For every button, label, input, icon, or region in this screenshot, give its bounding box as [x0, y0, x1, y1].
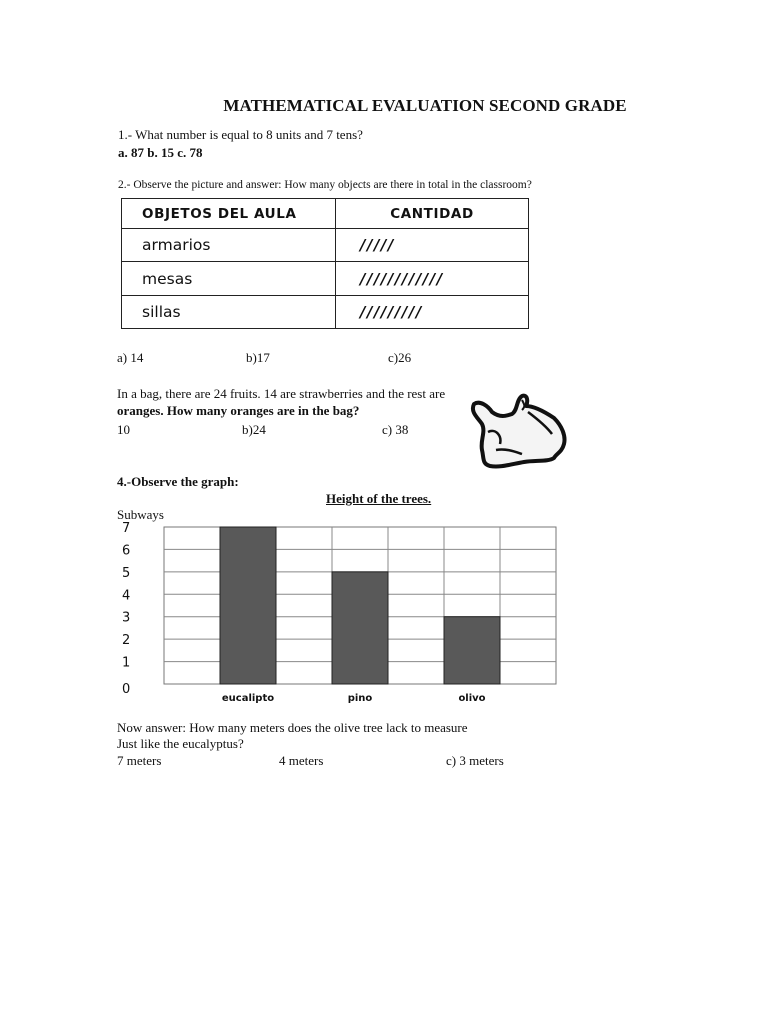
chart-y-tick-label: 7	[122, 521, 131, 536]
question-3-option-c: c) 38	[382, 422, 409, 437]
question-4-heading: 4.-Observe the graph:	[117, 474, 239, 489]
question-2-option-a: a) 14	[117, 350, 144, 365]
table-cell-object: armarios	[122, 229, 336, 262]
chart-bar-pino	[332, 572, 388, 684]
table-cell-tally: ////////////	[336, 262, 529, 295]
table-cell-object: mesas	[122, 262, 336, 295]
question-3-line-2: oranges. How many oranges are in the bag?	[117, 403, 360, 418]
question-1-options: a. 87 b. 15 c. 78	[118, 145, 203, 160]
chart-y-axis-label: Subways	[117, 507, 164, 522]
question-4-line-1: Now answer: How many meters does the olive tree lack to measure	[117, 720, 468, 735]
chart-y-tick-label: 1	[122, 655, 131, 671]
chart-y-tick-label: 2	[122, 633, 131, 649]
chart-y-tick-label: 3	[122, 610, 131, 626]
chart-y-ticks	[122, 521, 130, 697]
question-2-option-c: c)26	[388, 350, 412, 365]
question-4-option-b: 4 meters	[279, 753, 324, 768]
question-4-line-2: Just like the eucalyptus?	[117, 736, 244, 751]
table-row	[122, 229, 529, 262]
table-cell-tally: /////	[336, 229, 529, 262]
page-title: MATHEMATICAL EVALUATION SECOND GRADE	[223, 96, 627, 115]
question-1: 1.- What number is equal to 8 units and 7 tens?	[118, 127, 363, 142]
question-3-option-a: 10	[117, 422, 130, 437]
question-4-option-c: c) 3 meters	[446, 753, 504, 768]
plastic-bag-icon	[466, 392, 578, 474]
chart-y-tick-label: 0	[122, 682, 131, 697]
question-3-line-1: In a bag, there are 24 fruits. 14 are strawberries and the rest are	[117, 386, 446, 401]
question-2: 2.- Observe the picture and answer: How many objects are there in total in the classroom?	[118, 179, 532, 191]
chart-bar-eucalipto	[220, 527, 276, 684]
chart-x-tick-label: pino	[347, 693, 373, 704]
table-cell-tally: /////////	[336, 295, 529, 328]
chart-y-tick-label: 6	[122, 543, 131, 559]
question-4-option-a: 7 meters	[117, 753, 162, 768]
objects-table	[121, 198, 529, 329]
question-2-option-b: b)17	[246, 350, 270, 365]
chart-y-tick-label: 5	[122, 565, 131, 581]
table-header-objects: OBJETOS DEL AULA	[122, 199, 336, 229]
chart-title: Height of the trees.	[326, 491, 432, 506]
chart-bar-olivo	[444, 617, 500, 684]
chart-y-tick-label: 4	[122, 588, 131, 604]
table-row	[122, 295, 529, 328]
question-3-option-b: b)24	[242, 422, 266, 437]
table-row	[122, 262, 529, 295]
table-cell-object: sillas	[122, 295, 336, 328]
table-header-quantity: CANTIDAD	[336, 199, 529, 229]
chart-x-tick-label: eucalipto	[221, 693, 275, 704]
chart-x-tick-label: olivo	[458, 693, 486, 704]
chart-x-ticks	[222, 693, 486, 704]
table-header-row	[122, 199, 529, 229]
bar-chart	[118, 520, 563, 710]
